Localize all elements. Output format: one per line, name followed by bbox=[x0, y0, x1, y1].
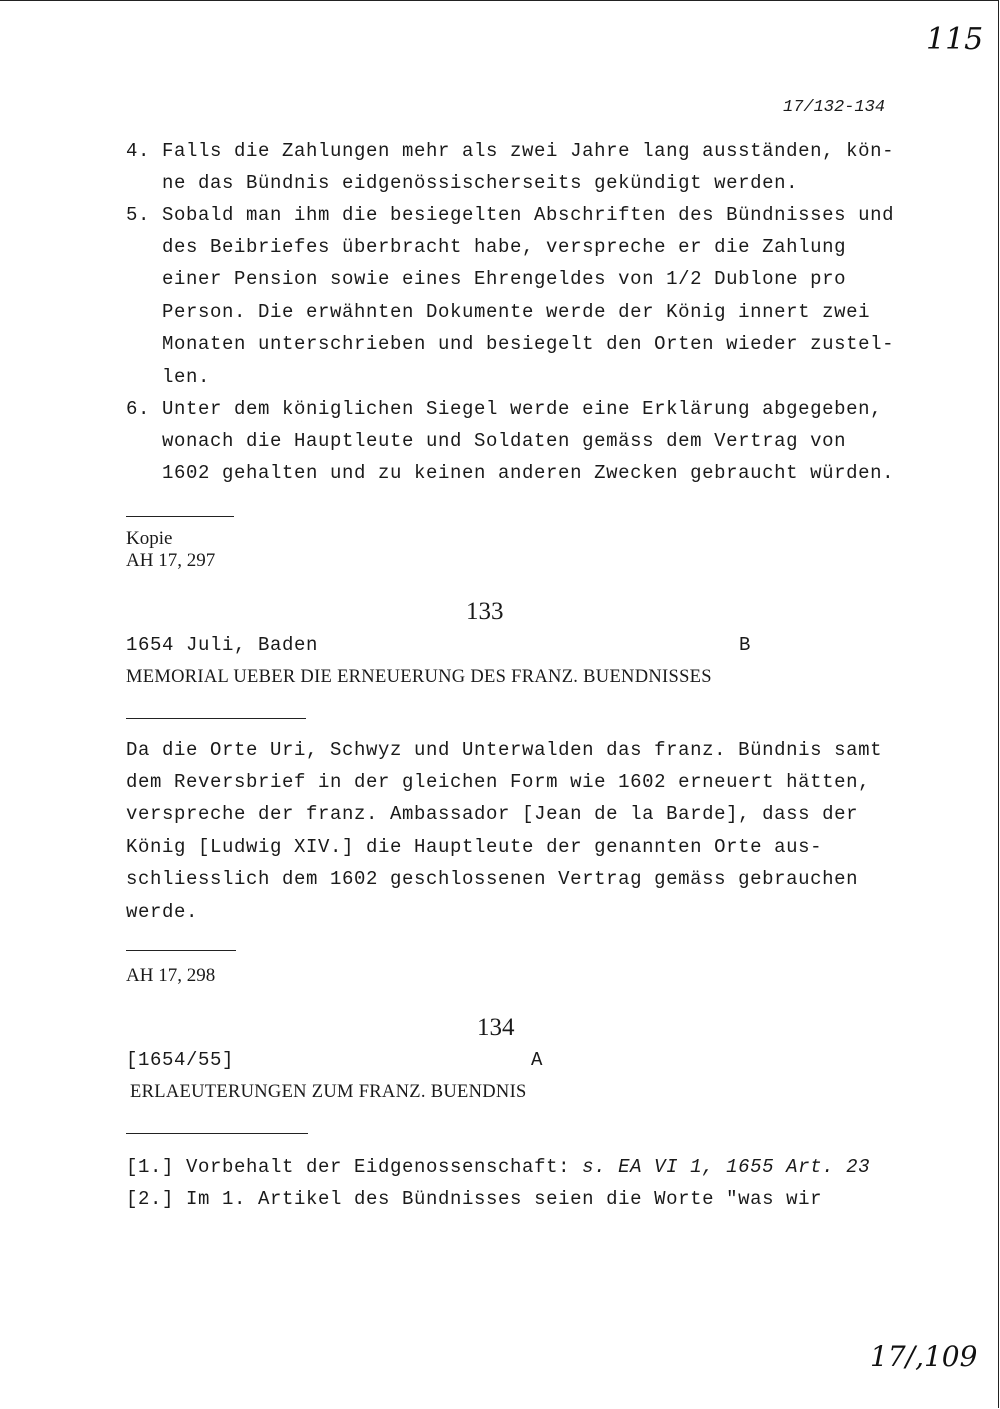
document-number-133: 133 bbox=[466, 598, 504, 625]
item-number-5: 5. bbox=[126, 204, 151, 226]
item-5-line-4: Person. Die erwähnten Dokumente werde der König innert zwei bbox=[162, 301, 871, 323]
item-4-line-2: ne das Bündnis eidgenössischerseits gekündigt werden. bbox=[162, 172, 799, 194]
separator-rule-4 bbox=[126, 1133, 308, 1134]
doc134-item-1-text: [1.] Vorbehalt der Eidgenossenschaft: bbox=[126, 1156, 583, 1178]
handwritten-page-number: 115 bbox=[926, 22, 984, 57]
doc133-letter: B bbox=[739, 634, 752, 656]
source-kopie: Kopie bbox=[126, 528, 173, 549]
doc133-body-line-1: Da die Orte Uri, Schwyz und Unterwalden das franz. Bündnis samt bbox=[126, 739, 883, 761]
item-4-line-1: Falls die Zahlungen mehr als zwei Jahre lang ausständen, kön- bbox=[162, 140, 895, 162]
doc134-letter: A bbox=[531, 1049, 544, 1071]
doc133-date-place: 1654 Juli, Baden bbox=[126, 634, 319, 656]
doc133-body-line-3: verspreche der franz. Ambassador [Jean de la Barde], dass der bbox=[126, 803, 859, 825]
doc133-body-line-6: werde. bbox=[126, 901, 199, 923]
item-5-line-6: len. bbox=[162, 366, 211, 388]
doc133-body-line-2: dem Reversbrief in der gleichen Form wie 1602 erneuert hätten, bbox=[126, 771, 871, 793]
handwritten-archive-number: 17/,109 bbox=[870, 1340, 978, 1373]
item-number-6: 6. bbox=[126, 398, 151, 420]
document-number-134: 134 bbox=[477, 1014, 515, 1041]
item-6-line-1: Unter dem königlichen Siegel werde eine Erklärung abgegeben, bbox=[162, 398, 883, 420]
item-5-line-1: Sobald man ihm die besiegelten Abschriften des Bündnisses und bbox=[162, 204, 895, 226]
doc134-item-1-reference: s. EA VI 1, 1655 Art. 23 bbox=[582, 1156, 871, 1178]
item-5-line-3: einer Pension sowie eines Ehrengeldes von 1/2 Dublone pro bbox=[162, 268, 847, 290]
doc133-body-line-4: König [Ludwig XIV.] die Hauptleute der genannten Orte aus- bbox=[126, 836, 823, 858]
doc134-title: ERLAEUTERUNGEN ZUM FRANZ. BUENDNIS bbox=[130, 1082, 527, 1102]
doc133-body-line-5: schliesslich dem 1602 geschlossenen Vertrag gemäss gebrauchen bbox=[126, 868, 859, 890]
doc134-date-place: [1654/55] bbox=[126, 1049, 235, 1071]
doc134-item-2: [2.] Im 1. Artikel des Bündnisses seien die Worte "was wir bbox=[126, 1188, 823, 1210]
separator-rule-1 bbox=[126, 516, 234, 517]
separator-rule-3 bbox=[126, 950, 236, 951]
item-5-line-5: Monaten unterschrieben und besiegelt den Orten wieder zustel- bbox=[162, 333, 895, 355]
header-reference: 17/132-134 bbox=[783, 98, 886, 117]
source-ah-297: AH 17, 297 bbox=[126, 550, 216, 571]
separator-rule-2 bbox=[126, 718, 306, 719]
item-6-line-3: 1602 gehalten und zu keinen anderen Zwecken gebraucht würden. bbox=[162, 462, 895, 484]
item-5-line-2: des Beibriefes überbracht habe, verspreche er die Zahlung bbox=[162, 236, 847, 258]
item-6-line-2: wonach die Hauptleute und Soldaten gemäss dem Vertrag von bbox=[162, 430, 847, 452]
doc134-item-1 bbox=[126, 1156, 870, 1178]
item-number-4: 4. bbox=[126, 140, 151, 162]
source-ah-298: AH 17, 298 bbox=[126, 965, 216, 986]
doc133-title: MEMORIAL UEBER DIE ERNEUERUNG DES FRANZ. BUENDNISSES bbox=[126, 667, 712, 687]
